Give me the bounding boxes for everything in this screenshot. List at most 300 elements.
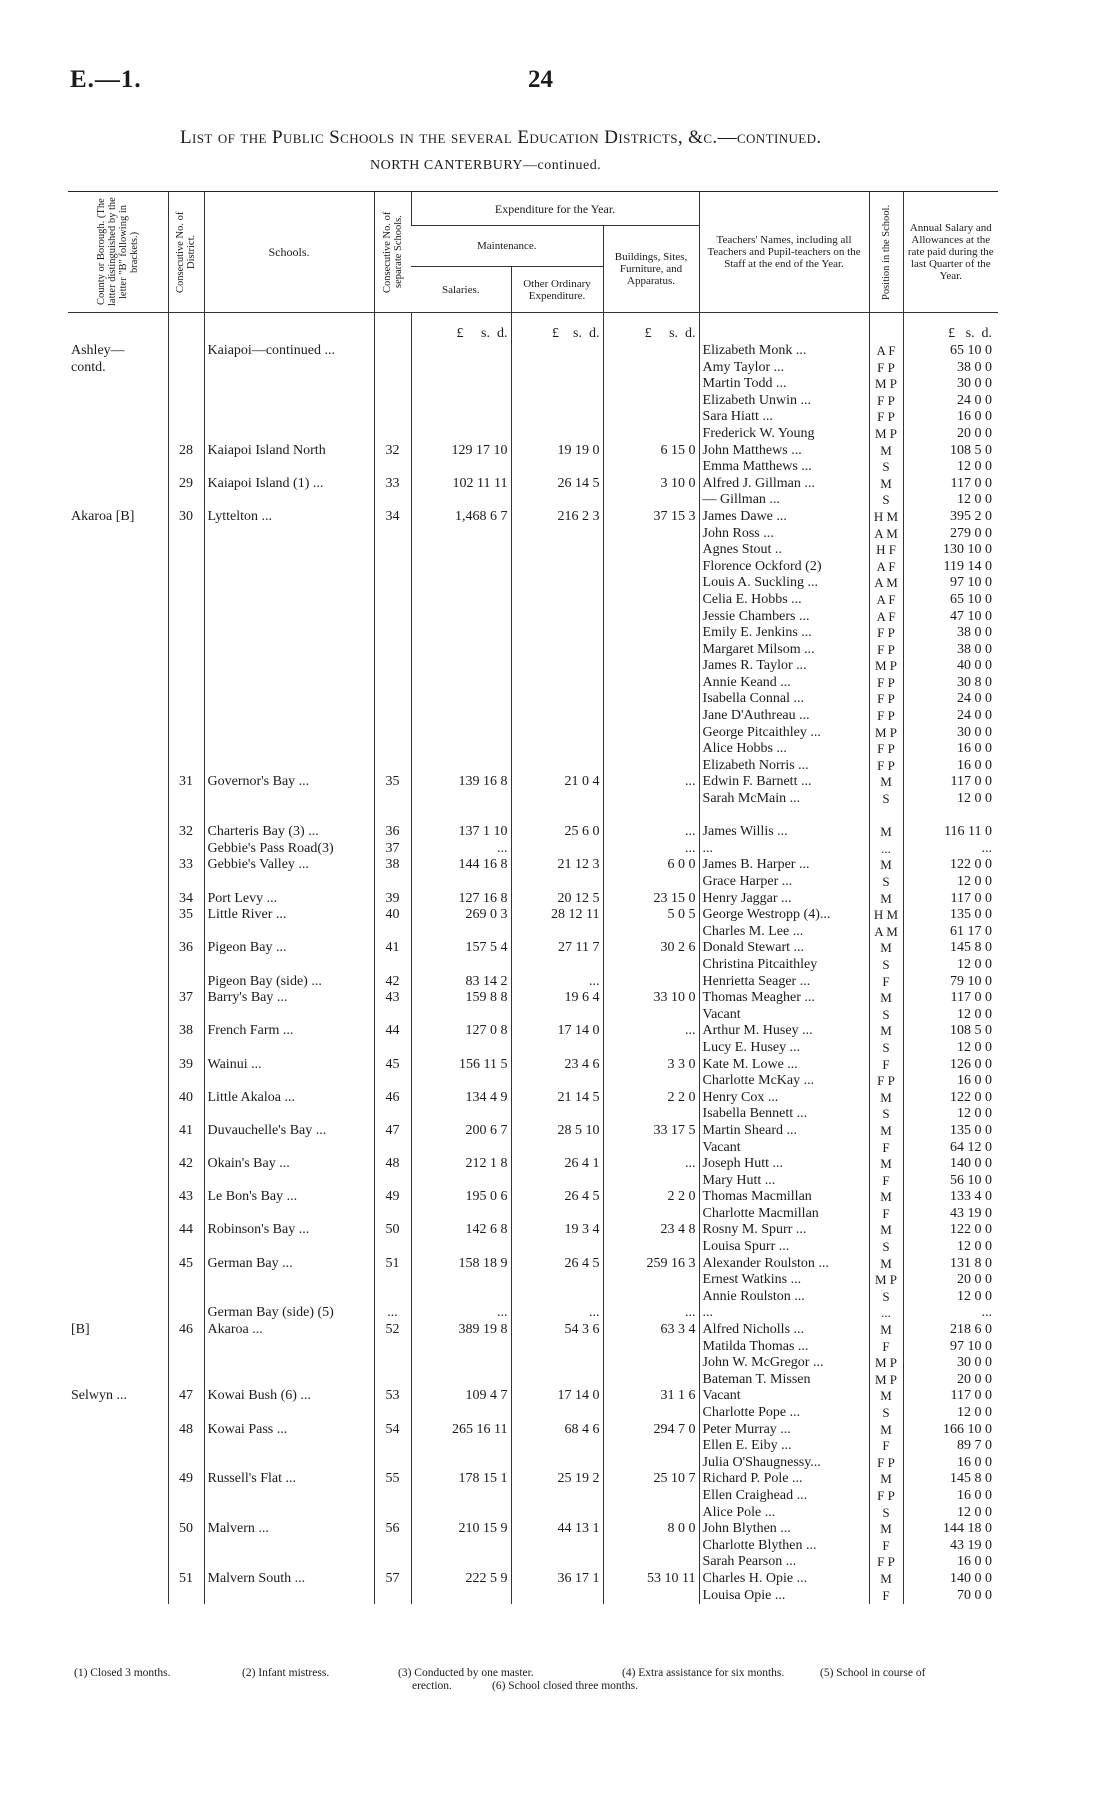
district-no-cell [168, 1505, 204, 1522]
county-cell [68, 1355, 168, 1372]
footnote-3-cont: erection. [412, 1680, 452, 1692]
buildings-cell: 25 10 7 [603, 1471, 699, 1488]
other-expenditure-cell [511, 1289, 603, 1306]
table-row [68, 1438, 998, 1455]
county-cell [68, 1256, 168, 1273]
teacher-name-cell: Ellen Craighead ... [699, 1488, 869, 1505]
district-no-cell: 38 [168, 1023, 204, 1040]
position-cell: M [869, 824, 903, 841]
annual-salary-cell [903, 808, 998, 825]
county-cell [68, 708, 168, 725]
salaries-cell [411, 1007, 511, 1024]
buildings-cell [603, 658, 699, 675]
separate-no-cell [374, 625, 411, 642]
school-name-cell [204, 1173, 374, 1190]
county-cell: [B] [71, 1322, 90, 1338]
school-name-cell [204, 1538, 374, 1555]
annual-salary-cell: 395 2 0 [903, 509, 998, 526]
buildings-cell [603, 791, 699, 808]
separate-no-cell [374, 1355, 411, 1372]
salaries-cell [411, 376, 511, 393]
annual-salary-cell: 16 0 0 [903, 1073, 998, 1090]
separate-no-cell: 52 [374, 1322, 411, 1339]
district-no-cell: 43 [168, 1189, 204, 1206]
position-cell: F P [869, 1554, 903, 1571]
other-expenditure-cell [511, 1488, 603, 1505]
school-name-cell [204, 1405, 374, 1422]
annual-salary-cell: 108 5 0 [903, 1023, 998, 1040]
school-name-cell: Kowai Bush (6) ... [204, 1388, 374, 1405]
salaries-cell: 1,468 6 7 [411, 509, 511, 526]
salaries-cell [411, 1588, 511, 1605]
table-row [68, 1189, 998, 1206]
other-expenditure-cell [511, 376, 603, 393]
county-cell [68, 725, 168, 742]
annual-salary-cell: 20 0 0 [903, 1372, 998, 1389]
school-name-cell: German Bay ... [204, 1256, 374, 1273]
table-row [68, 426, 998, 443]
teacher-name-cell: Thomas Macmillan [699, 1189, 869, 1206]
teacher-name-cell: Mary Hutt ... [699, 1173, 869, 1190]
school-name-cell [204, 725, 374, 742]
school-name-cell [204, 874, 374, 891]
other-expenditure-cell: 44 13 1 [511, 1521, 603, 1538]
annual-salary-cell: 65 10 0 [903, 343, 998, 360]
position-cell: S [869, 492, 903, 509]
annual-salary-cell: 145 8 0 [903, 940, 998, 957]
teacher-name-cell: Thomas Meagher ... [699, 990, 869, 1007]
annual-salary-cell: 218 6 0 [903, 1322, 998, 1339]
salaries-cell: 102 11 11 [411, 476, 511, 493]
teacher-name-cell: Sara Hiatt ... [699, 409, 869, 426]
annual-salary-cell: 117 0 0 [903, 1388, 998, 1405]
teacher-name-cell: George Westropp (4)... [699, 907, 869, 924]
district-no-cell [168, 1339, 204, 1356]
separate-no-cell [374, 426, 411, 443]
district-no-cell: 50 [168, 1521, 204, 1538]
position-cell: A F [869, 592, 903, 609]
district-no-cell: 30 [168, 509, 204, 526]
position-cell: M [869, 1388, 903, 1405]
annual-salary-cell: 16 0 0 [903, 409, 998, 426]
county-cell [68, 824, 168, 841]
separate-no-cell [374, 1538, 411, 1555]
unit-pound: £ [948, 326, 956, 342]
table-row [68, 940, 998, 957]
school-name-cell: Kaiapoi Island (1) ... [204, 476, 374, 493]
position-cell: S [869, 1405, 903, 1422]
salaries-cell [411, 492, 511, 509]
district-no-cell [168, 708, 204, 725]
salaries-cell [411, 874, 511, 891]
position-cell: M [869, 1322, 903, 1339]
other-expenditure-cell [511, 741, 603, 758]
table-row [68, 376, 998, 393]
other-expenditure-cell: 19 6 4 [511, 990, 603, 1007]
separate-no-cell [374, 1040, 411, 1057]
buildings-cell [603, 1372, 699, 1389]
table-row [68, 741, 998, 758]
county-cell [68, 492, 168, 509]
separate-no-cell [374, 1455, 411, 1472]
school-name-cell: Okain's Bay ... [204, 1156, 374, 1173]
teacher-name-cell: Charles H. Opie ... [699, 1571, 869, 1588]
district-no-cell: 39 [168, 1057, 204, 1074]
school-name-cell [204, 592, 374, 609]
salaries-cell [411, 791, 511, 808]
teacher-name-cell: James Willis ... [699, 824, 869, 841]
separate-no-cell: ... [374, 1305, 411, 1322]
position-cell: F P [869, 625, 903, 642]
district-no-cell [168, 1239, 204, 1256]
buildings-cell [603, 1040, 699, 1057]
separate-no-cell [374, 808, 411, 825]
salaries-cell: 137 1 10 [411, 824, 511, 841]
table-row [68, 1289, 998, 1306]
separate-no-cell [374, 691, 411, 708]
buildings-cell [603, 741, 699, 758]
annual-salary-cell: 97 10 0 [903, 575, 998, 592]
other-expenditure-cell [511, 1505, 603, 1522]
buildings-cell [603, 409, 699, 426]
position-cell: F P [869, 1073, 903, 1090]
salaries-cell [411, 542, 511, 559]
page-number: 24 [528, 66, 553, 93]
table-row [68, 824, 998, 841]
school-name-cell: Lyttelton ... [204, 509, 374, 526]
table-row [68, 924, 998, 941]
district-no-cell [168, 758, 204, 775]
annual-salary-cell: 38 0 0 [903, 360, 998, 377]
teacher-name-cell: Alice Pole ... [699, 1505, 869, 1522]
county-cell [68, 1272, 168, 1289]
salaries-cell [411, 1438, 511, 1455]
annual-salary-cell: 117 0 0 [903, 990, 998, 1007]
district-no-cell [168, 625, 204, 642]
school-name-cell [204, 1073, 374, 1090]
school-name-cell [204, 1505, 374, 1522]
other-expenditure-cell: 28 5 10 [511, 1123, 603, 1140]
buildings-cell [603, 1339, 699, 1356]
district-no-cell [168, 1488, 204, 1505]
county-cell [68, 1488, 168, 1505]
district-no-cell [168, 1588, 204, 1605]
separate-no-cell: 51 [374, 1256, 411, 1273]
other-expenditure-cell [511, 1455, 603, 1472]
salaries-cell: 139 16 8 [411, 774, 511, 791]
buildings-cell [603, 924, 699, 941]
school-name-cell [204, 526, 374, 543]
other-expenditure-cell: 26 4 5 [511, 1256, 603, 1273]
school-name-cell [204, 409, 374, 426]
school-name-cell: Governor's Bay ... [204, 774, 374, 791]
teacher-name-cell: Sarah Pearson ... [699, 1554, 869, 1571]
annual-salary-cell: 135 0 0 [903, 907, 998, 924]
salaries-cell [411, 1239, 511, 1256]
separate-no-cell [374, 526, 411, 543]
teacher-name-cell: Alexander Roulston ... [699, 1256, 869, 1273]
district-no-cell [168, 1106, 204, 1123]
teacher-name-cell: Ernest Watkins ... [699, 1272, 869, 1289]
separate-no-cell: 48 [374, 1156, 411, 1173]
table-row [68, 409, 998, 426]
separate-no-cell [374, 409, 411, 426]
annual-salary-cell: 38 0 0 [903, 642, 998, 659]
separate-no-cell [374, 360, 411, 377]
county-cell [68, 758, 168, 775]
annual-salary-cell: 16 0 0 [903, 1488, 998, 1505]
teacher-name-cell: Henry Jaggar ... [699, 891, 869, 908]
district-no-cell [168, 924, 204, 941]
school-name-cell: Akaroa ... [204, 1322, 374, 1339]
county-cell [68, 1073, 168, 1090]
teacher-name-cell: Lucy E. Husey ... [699, 1040, 869, 1057]
other-expenditure-cell: 27 11 7 [511, 940, 603, 957]
county-cell [68, 741, 168, 758]
position-cell: M [869, 940, 903, 957]
county-cell [68, 1521, 168, 1538]
other-expenditure-cell: 19 19 0 [511, 443, 603, 460]
separate-no-cell [374, 1438, 411, 1455]
annual-salary-cell: 65 10 0 [903, 592, 998, 609]
other-expenditure-cell [511, 526, 603, 543]
school-name-cell [204, 1372, 374, 1389]
separate-no-cell [374, 1505, 411, 1522]
table-row [68, 1305, 998, 1322]
county-cell [68, 393, 168, 410]
other-expenditure-cell: 25 6 0 [511, 824, 603, 841]
buildings-cell: 8 0 0 [603, 1521, 699, 1538]
county-cell [68, 1505, 168, 1522]
position-cell: F [869, 1173, 903, 1190]
school-name-cell [204, 360, 374, 377]
annual-salary-cell: 166 10 0 [903, 1422, 998, 1439]
position-cell: F [869, 1057, 903, 1074]
buildings-cell [603, 874, 699, 891]
position-cell: M [869, 990, 903, 1007]
teacher-name-cell: Sarah McMain ... [699, 791, 869, 808]
table-row [68, 1588, 998, 1605]
school-name-cell [204, 1339, 374, 1356]
school-name-cell [204, 1272, 374, 1289]
teacher-name-cell: James B. Harper ... [699, 857, 869, 874]
district-no-cell [168, 609, 204, 626]
unit-pound: £ [456, 326, 464, 342]
table-row [68, 1023, 998, 1040]
annual-salary-cell: 24 0 0 [903, 691, 998, 708]
school-name-cell [204, 924, 374, 941]
annual-salary-cell: 56 10 0 [903, 1173, 998, 1190]
school-name-cell: Duvauchelle's Bay ... [204, 1123, 374, 1140]
annual-salary-cell: 145 8 0 [903, 1471, 998, 1488]
footnote-3: (3) Conducted by one master. [398, 1667, 534, 1679]
position-cell: A F [869, 559, 903, 576]
county-cell [68, 1305, 168, 1322]
position-cell: S [869, 1106, 903, 1123]
separate-no-cell [374, 957, 411, 974]
salaries-cell [411, 1538, 511, 1555]
salaries-cell: 210 15 9 [411, 1521, 511, 1538]
position-cell: M [869, 1256, 903, 1273]
position-cell: M [869, 476, 903, 493]
table-row [68, 1057, 998, 1074]
col-annual-header: Annual Salary and Allowances at the rate paid during the last Quarter of the Year. [903, 192, 998, 313]
annual-salary-cell: 117 0 0 [903, 891, 998, 908]
unit-shilling: s. [573, 326, 582, 342]
teacher-name-cell: John Ross ... [699, 526, 869, 543]
district-no-cell [168, 393, 204, 410]
county-cell [68, 675, 168, 692]
separate-no-cell: 45 [374, 1057, 411, 1074]
district-no-cell [168, 592, 204, 609]
salaries-cell [411, 1140, 511, 1157]
county-cell [68, 974, 168, 991]
district-no-cell: 49 [168, 1471, 204, 1488]
other-expenditure-cell [511, 1206, 603, 1223]
buildings-cell [603, 360, 699, 377]
other-expenditure-cell [511, 393, 603, 410]
table-row [68, 459, 998, 476]
salaries-cell: ... [411, 841, 511, 858]
separate-no-cell [374, 1239, 411, 1256]
teacher-name-cell: Rosny M. Spurr ... [699, 1222, 869, 1239]
other-expenditure-cell [511, 758, 603, 775]
school-name-cell [204, 559, 374, 576]
table-row [68, 957, 998, 974]
separate-no-cell [374, 592, 411, 609]
separate-no-cell: 47 [374, 1123, 411, 1140]
district-no-cell: 45 [168, 1256, 204, 1273]
annual-salary-cell: 116 11 0 [903, 824, 998, 841]
county-cell [68, 1372, 168, 1389]
salaries-cell: 144 16 8 [411, 857, 511, 874]
position-cell: M P [869, 376, 903, 393]
other-expenditure-cell [511, 575, 603, 592]
position-cell: F [869, 1206, 903, 1223]
unit-shilling: s. [481, 326, 490, 342]
position-cell: M [869, 1189, 903, 1206]
buildings-cell: 6 0 0 [603, 857, 699, 874]
annual-salary-cell: 130 10 0 [903, 542, 998, 559]
annual-salary-cell: 38 0 0 [903, 625, 998, 642]
county-cell [68, 791, 168, 808]
position-cell: S [869, 1505, 903, 1522]
separate-no-cell: 33 [374, 476, 411, 493]
other-expenditure-cell [511, 725, 603, 742]
buildings-cell [603, 492, 699, 509]
district-no-cell: 44 [168, 1222, 204, 1239]
teacher-name-cell: Martin Todd ... [699, 376, 869, 393]
district-no-cell: 31 [168, 774, 204, 791]
county-cell [68, 990, 168, 1007]
separate-no-cell: 35 [374, 774, 411, 791]
county-cell [68, 1106, 168, 1123]
salaries-cell [411, 1289, 511, 1306]
buildings-cell: 5 0 5 [603, 907, 699, 924]
separate-no-cell [374, 675, 411, 692]
teacher-name-cell: John Matthews ... [699, 443, 869, 460]
district-no-cell [168, 974, 204, 991]
footnote-4: (4) Extra assistance for six months. [622, 1667, 785, 1679]
buildings-cell [603, 609, 699, 626]
county-cell [68, 1057, 168, 1074]
county-cell [68, 459, 168, 476]
annual-salary-cell: 12 0 0 [903, 1040, 998, 1057]
school-name-cell [204, 1140, 374, 1157]
teacher-name-cell: Vacant [699, 1140, 869, 1157]
table-row [68, 791, 998, 808]
separate-no-cell [374, 1372, 411, 1389]
annual-salary-cell: 70 0 0 [903, 1588, 998, 1605]
position-cell: S [869, 1289, 903, 1306]
other-expenditure-cell [511, 343, 603, 360]
district-no-cell [168, 1140, 204, 1157]
county-cell [68, 1588, 168, 1605]
teacher-name-cell: Richard P. Pole ... [699, 1471, 869, 1488]
school-name-cell [204, 675, 374, 692]
county-cell [68, 1438, 168, 1455]
school-name-cell [204, 791, 374, 808]
teacher-name-cell [699, 808, 869, 825]
district-no-cell [168, 808, 204, 825]
teacher-name-cell: George Pitcaithley ... [699, 725, 869, 742]
salaries-cell [411, 1206, 511, 1223]
school-name-cell [204, 376, 374, 393]
district-no-cell: 48 [168, 1422, 204, 1439]
annual-salary-cell: 131 8 0 [903, 1256, 998, 1273]
col-buildings-header: Buildings, Sites, Furniture, and Apparatus. [603, 226, 699, 313]
other-expenditure-cell: 28 12 11 [511, 907, 603, 924]
other-expenditure-cell [511, 592, 603, 609]
schools-table [68, 191, 998, 1604]
other-expenditure-cell [511, 559, 603, 576]
teacher-name-cell: Louis A. Suckling ... [699, 575, 869, 592]
district-no-cell [168, 1289, 204, 1306]
salaries-cell [411, 1554, 511, 1571]
other-expenditure-cell [511, 957, 603, 974]
table-body [68, 313, 998, 1605]
separate-no-cell: 53 [374, 1388, 411, 1405]
annual-salary-cell: 89 7 0 [903, 1438, 998, 1455]
buildings-cell [603, 559, 699, 576]
county-cell [68, 1140, 168, 1157]
county-cell [68, 426, 168, 443]
separate-no-cell [374, 874, 411, 891]
school-name-cell: Robinson's Bay ... [204, 1222, 374, 1239]
table-row [68, 492, 998, 509]
county-cell [68, 443, 168, 460]
col-district-header: Consecutive No. of District. [168, 192, 204, 313]
position-cell: F P [869, 691, 903, 708]
table-row [68, 1239, 998, 1256]
county-cell: Selwyn ... [71, 1388, 127, 1404]
position-cell: M [869, 1123, 903, 1140]
col-teachers-header: Teachers' Names, including all Teachers and Pupil-teachers on the Staff at the end of the Year. [699, 192, 869, 313]
annual-salary-cell: 119 14 0 [903, 559, 998, 576]
table-row [68, 443, 998, 460]
buildings-cell: 31 1 6 [603, 1388, 699, 1405]
school-name-cell [204, 658, 374, 675]
district-no-cell [168, 575, 204, 592]
other-expenditure-cell: 54 3 6 [511, 1322, 603, 1339]
position-cell: F [869, 974, 903, 991]
position-cell: M [869, 857, 903, 874]
separate-no-cell [374, 741, 411, 758]
salaries-cell: 212 1 8 [411, 1156, 511, 1173]
school-name-cell [204, 691, 374, 708]
county-cell [68, 559, 168, 576]
annual-salary-cell: 30 0 0 [903, 725, 998, 742]
